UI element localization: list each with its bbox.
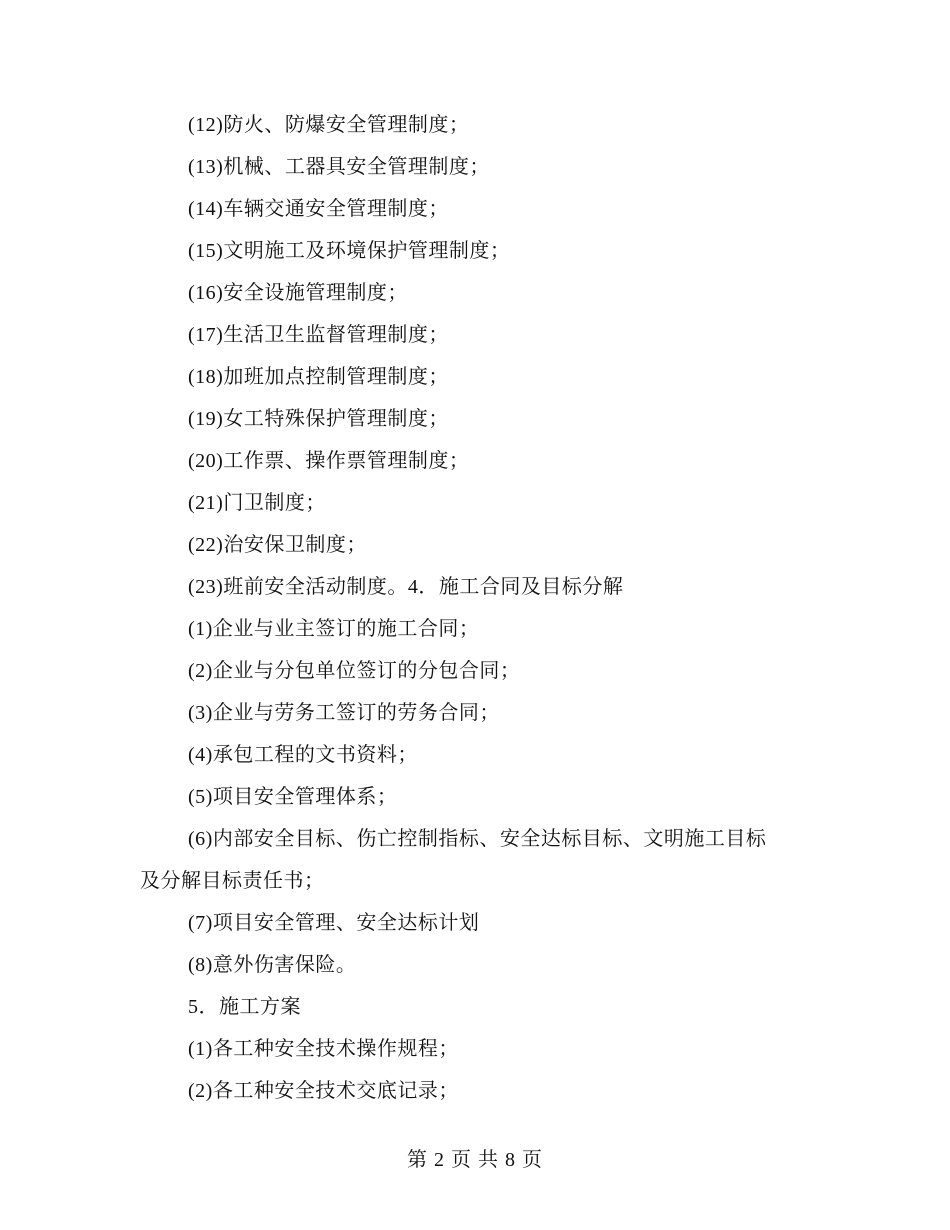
text-line: (3)企业与劳务工签订的劳务合同； <box>188 702 500 724</box>
page-footer: 第 2 页 共 8 页 <box>407 1149 543 1171</box>
text-line: (6)内部安全目标、伤亡控制指标、安全达标目标、文明施工目标 <box>188 828 767 850</box>
text-line: (18)加班加点控制管理制度； <box>188 366 449 388</box>
text-line: (1)各工种安全技术操作规程； <box>188 1038 459 1060</box>
text-line: (15)文明施工及环境保护管理制度； <box>188 240 511 262</box>
section-heading: 5．施工方案 <box>188 996 301 1018</box>
text-line: (23)班前安全活动制度。4．施工合同及目标分解 <box>188 576 624 598</box>
text-line: (12)防火、防爆安全管理制度； <box>188 114 470 136</box>
text-line: (2)各工种安全技术交底记录； <box>188 1080 459 1102</box>
text-line-continuation: 及分解目标责任书； <box>140 870 325 892</box>
text-line: (20)工作票、操作票管理制度； <box>188 450 470 472</box>
text-line: (16)安全设施管理制度； <box>188 282 408 304</box>
text-line: (22)治安保卫制度； <box>188 534 367 556</box>
document-body <box>140 104 820 1112</box>
text-line: (4)承包工程的文书资料； <box>188 744 418 766</box>
text-line: (14)车辆交通安全管理制度； <box>188 198 449 220</box>
text-line: (7)项目安全管理、安全达标计划 <box>188 912 480 934</box>
text-line: (19)女工特殊保护管理制度； <box>188 408 449 430</box>
text-line: (5)项目安全管理体系； <box>188 786 398 808</box>
text-line: (13)机械、工器具安全管理制度； <box>188 156 490 178</box>
text-line: (1)企业与业主签订的施工合同； <box>188 618 480 640</box>
text-line: (21)门卫制度； <box>188 492 326 514</box>
text-line: (2)企业与分包单位签订的分包合同； <box>188 660 521 682</box>
text-line: (8)意外伤害保险。 <box>188 954 357 976</box>
text-line: (17)生活卫生监督管理制度； <box>188 324 449 346</box>
